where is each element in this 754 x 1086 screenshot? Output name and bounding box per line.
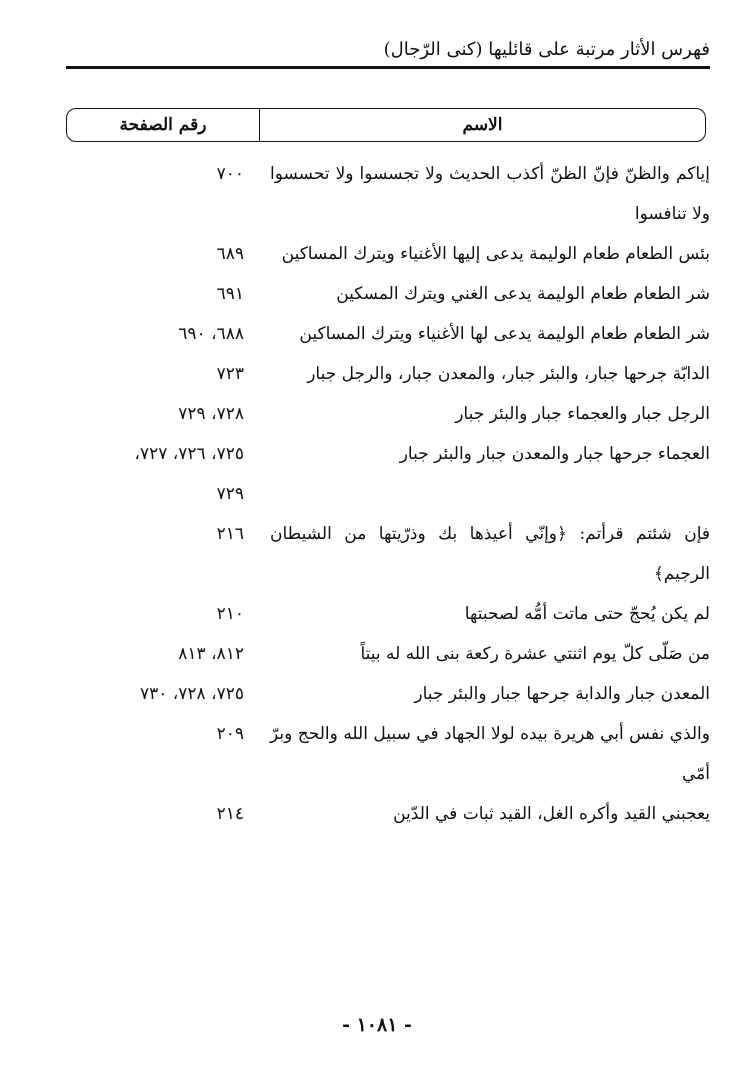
entry-pages: ٧٢٣ bbox=[216, 364, 244, 384]
entry-text: يعجبني القيد وأكره الغل، القيد ثبات في الدّين bbox=[393, 804, 710, 824]
table-row bbox=[66, 434, 710, 514]
entry-text: والذي نفس أبي هريرة بيده لولا الجهاد في سبيل الله والحج وبرّ أمّي bbox=[270, 724, 710, 784]
entry-text: الرجل جبار والعجماء جبار والبئر جبار bbox=[455, 404, 710, 424]
table-row bbox=[66, 234, 710, 274]
entry-text: لم يكن يُحجّ حتى ماتت أمُّه لصحبتها bbox=[464, 604, 710, 624]
entry-pages: ٦٨٨، ٦٩٠ bbox=[178, 324, 244, 344]
table-row bbox=[66, 514, 710, 594]
entry-pages: ٦٩١ bbox=[216, 284, 244, 304]
entry-text: بئس الطعام طعام الوليمة يدعى إليها الأغنياء ويترك المساكين bbox=[281, 244, 710, 264]
table-row bbox=[66, 714, 710, 794]
entry-pages: ٢٠٩ bbox=[216, 724, 244, 744]
table-header bbox=[66, 108, 706, 142]
column-header-page: رقم الصفحة bbox=[119, 115, 207, 135]
index-table bbox=[66, 154, 710, 834]
entry-text: المعدن جبار والدابة جرحها جبار والبئر جبار bbox=[414, 684, 710, 704]
table-row bbox=[66, 274, 710, 314]
entry-pages: ٨١٢، ٨١٣ bbox=[178, 644, 244, 664]
table-row bbox=[66, 154, 710, 234]
running-title: فهرس الأثار مرتبة على قائليها (كنى الرّجال) bbox=[383, 39, 710, 60]
entry-text: إياكم والظنّ فإنّ الظنّ أكذب الحديث ولا تجسسوا ولا تحسسوا ولا تنافسوا bbox=[270, 164, 710, 224]
entry-pages: ٢١٤ bbox=[216, 804, 244, 824]
table-row bbox=[66, 634, 710, 674]
entry-pages: ٢١٦ bbox=[216, 524, 244, 544]
entry-text: فإن شئتم قرأتم: ﴿وإنّي أعيذها بك وذرّيتها من الشيطان الرجيم﴾ bbox=[270, 524, 710, 584]
table-row bbox=[66, 314, 710, 354]
entry-pages: ٧٢٥، ٧٢٨، ٧٣٠ bbox=[140, 684, 244, 704]
entry-pages: ٧٢٨، ٧٢٩ bbox=[178, 404, 244, 424]
entry-text: شر الطعام طعام الوليمة يدعى لها الأغنياء ويترك المساكين bbox=[299, 324, 710, 344]
entry-pages: ٧٠٠ bbox=[216, 164, 244, 184]
entry-pages: ٢١٠ bbox=[216, 604, 244, 624]
table-row bbox=[66, 674, 710, 714]
entry-pages: ٦٨٩ bbox=[216, 244, 244, 264]
table-row bbox=[66, 354, 710, 394]
entry-text: من صَلّى كلّ يوم اثنتي عشرة ركعة بنى الله له بيتاً bbox=[360, 644, 710, 664]
entry-pages: ٧٢٥، ٧٢٦، ٧٢٧، ٧٢٩ bbox=[134, 444, 244, 504]
header-rule bbox=[66, 66, 710, 69]
table-row bbox=[66, 394, 710, 434]
entry-text: شر الطعام طعام الوليمة يدعى الغني ويترك المسكين bbox=[336, 284, 710, 304]
table-row bbox=[66, 794, 710, 834]
table-row bbox=[66, 594, 710, 634]
entry-text: العجماء جرحها جبار والمعدن جبار والبئر جبار bbox=[399, 444, 710, 464]
entry-text: الدابّة جرحها جبار، والبئر جبار، والمعدن جبار، والرجل جبار bbox=[307, 364, 710, 384]
column-header-name: الاسم bbox=[259, 109, 705, 141]
page-number: - ١٠٨١ - bbox=[342, 1014, 412, 1036]
